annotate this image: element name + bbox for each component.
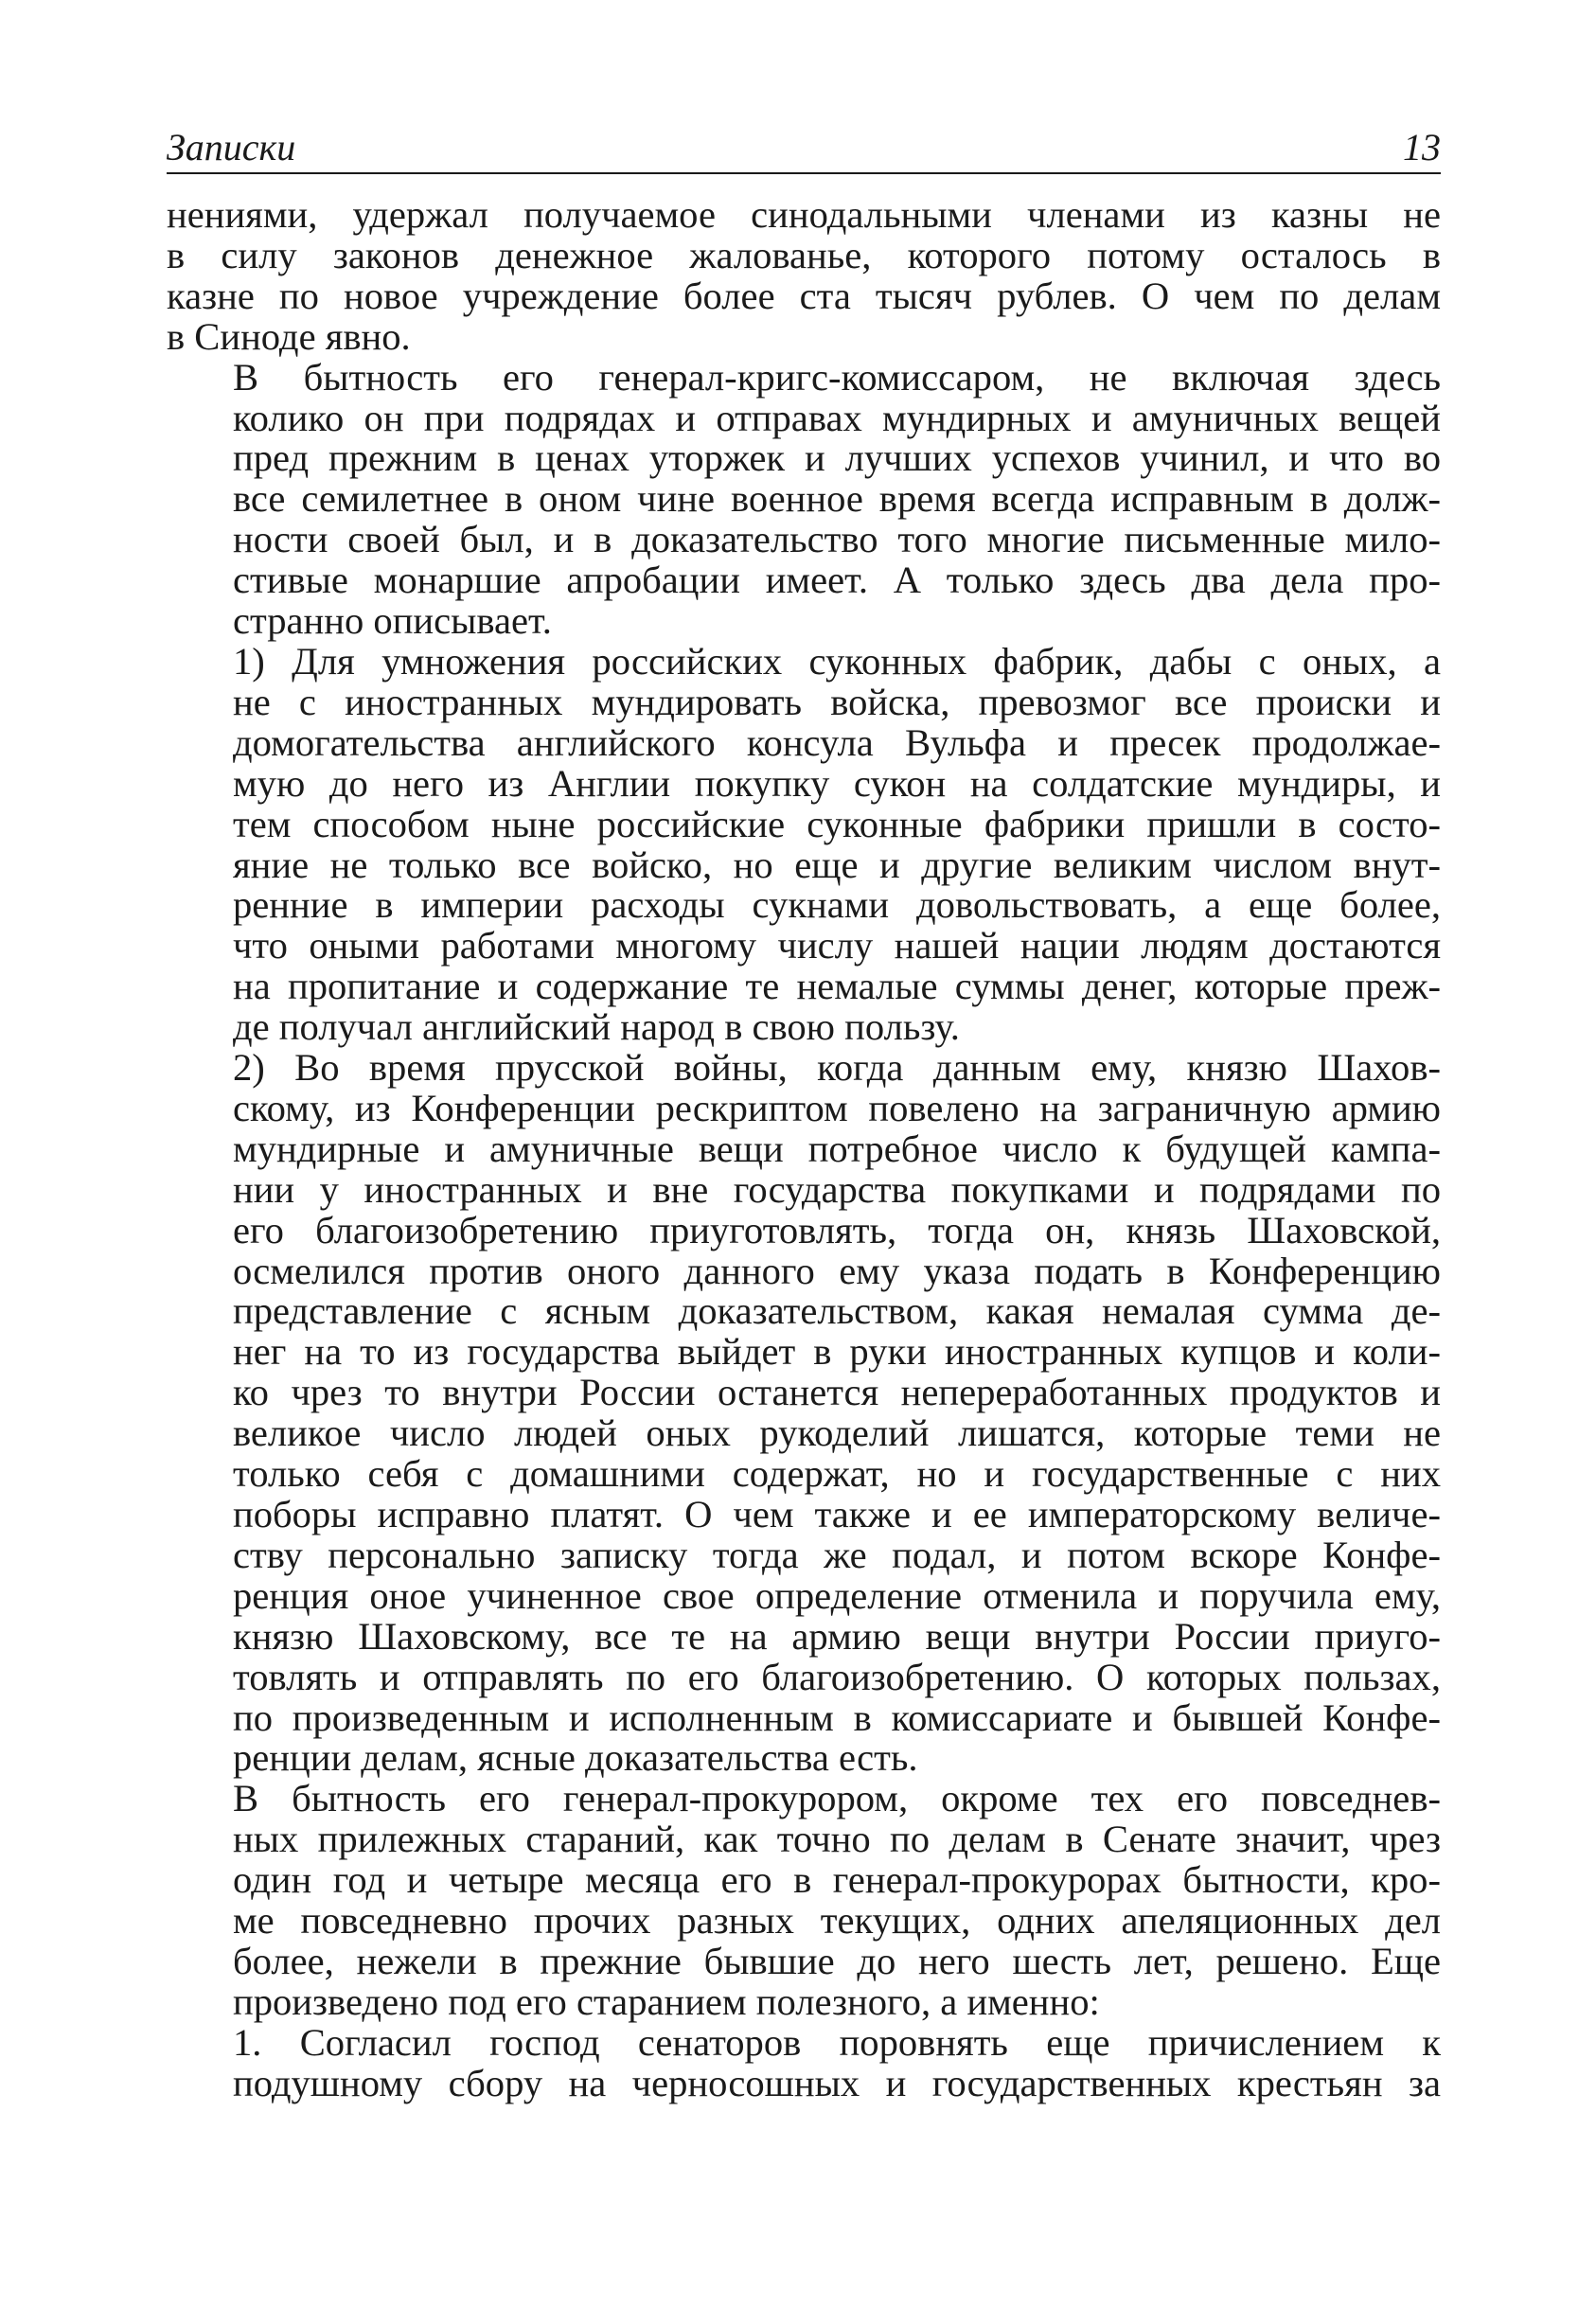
text-line: колико он при подрядах и отправах мундирных и амуничных вещей: [233, 396, 1441, 439]
running-head: [167, 121, 1441, 174]
text-line: по произведенным и исполненным в комиссариате и бывшей Конфе-: [233, 1695, 1441, 1739]
text-line: мундирные и амуничные вещи потребное число к будущей кампа-: [233, 1127, 1441, 1170]
text-line: пред прежним в ценах уторжек и лучших успехов учинил, и что во: [233, 436, 1441, 480]
text-line: странно описывает.: [233, 599, 552, 643]
body-text: [167, 195, 1441, 2104]
text-line: стивые монаршие апробации имеет. А только здесь два дела про-: [233, 559, 1441, 602]
text-line: домогательства английского консула Вульфа и пресек продолжае-: [233, 720, 1441, 764]
paragraph: [167, 195, 1441, 358]
text-line: в силу законов денежное жалованье, которого потому осталось в: [167, 233, 1441, 276]
text-line: что оными работами многому числу нашей нации людям достаются: [233, 924, 1441, 967]
running-head-title: Записки: [167, 126, 296, 169]
text-line: только себя с домашними содержат, но и государственные с них: [233, 1452, 1441, 1496]
paragraph: [167, 1779, 1441, 2022]
text-line: ству персонально записку тогда же подал, и потом вскоре Конфе-: [233, 1533, 1441, 1576]
paragraph: [167, 2020, 1441, 2104]
text-line: 1. Согласил господ сенаторов поровнять еще причислением к: [233, 2020, 1441, 2064]
text-line: нениями, удержал получаемое синодальными членами из казны не: [167, 193, 1441, 236]
text-line: все семилетнее в оном чине военное время всегда исправным в долж-: [233, 477, 1441, 521]
text-line: де получал английский народ в свою пользу.: [233, 1005, 960, 1049]
text-line: один год и четыре месяца его в генерал-прокурорах бытности, кро-: [233, 1858, 1441, 1902]
text-line: 1) Для умножения российских суконных фабрик, дабы с оных, а: [233, 639, 1441, 683]
text-line: скому, из Конференции рескриптом повелено на заграничную армию: [233, 1086, 1441, 1129]
text-line: его благоизобретению приуготовлять, тогда он, князь Шаховской,: [233, 1208, 1441, 1251]
text-line: более, нежели в прежние бывшие до него шесть лет, решено. Еще: [233, 1939, 1441, 1982]
text-line: В бытность его генерал-кригс-комиссаром, не включая здесь: [233, 355, 1441, 399]
text-line: великое число людей оных рукоделий лишатся, которые теми не: [233, 1411, 1441, 1455]
text-line: яние не только все войско, но еще и другие великим числом внут-: [233, 843, 1441, 886]
text-line: осмелился против оного данного ему указа подать в Конференцию: [233, 1249, 1441, 1292]
text-line: ко чрез то внутри России останется непереработанных продуктов и: [233, 1371, 1441, 1414]
text-line: казне по новое учреждение более ста тысяч рублев. О чем по делам: [167, 274, 1441, 317]
paragraph: [167, 1048, 1441, 1779]
text-line: ренция оное учиненное свое определение отменила и поручила ему,: [233, 1573, 1441, 1617]
book-page: [167, 121, 1441, 2104]
text-line: мую до него из Англии покупку сукон на солдатские мундиры, и: [233, 761, 1441, 805]
text-line: представление с ясным доказательством, какая немалая сумма де-: [233, 1289, 1441, 1333]
text-line: 2) Во время прусской войны, когда данным ему, князю Шахов-: [233, 1046, 1441, 1090]
text-line: товлять и отправлять по его благоизобретению. О которых пользах,: [233, 1655, 1441, 1698]
text-line: в Синоде явно.: [167, 314, 411, 358]
text-line: на пропитание и содержание те немалые суммы денег, которые преж-: [233, 965, 1441, 1008]
text-line: произведено под его старанием полезного, а именно:: [233, 1979, 1100, 2023]
text-line: князю Шаховскому, все те на армию вещи внутри России приуго-: [233, 1614, 1441, 1658]
text-line: не с иностранных мундировать войска, превозмог все происки и: [233, 680, 1441, 723]
text-line: ренние в империи расходы сукнами довольствовать, а еще более,: [233, 883, 1441, 927]
text-line: ности своей был, и в доказательство того многие письменные мило-: [233, 518, 1441, 561]
text-line: ме повседневно прочих разных текущих, одних апеляционных дел: [233, 1899, 1441, 1943]
text-line: ренции делам, ясные доказательства есть.: [233, 1736, 918, 1780]
text-line: подушному сбору на черносошных и государственных крестьян за: [233, 2061, 1441, 2104]
text-line: нии у иностранных и вне государства покупками и подрядами по: [233, 1167, 1441, 1211]
text-line: В бытность его генерал-прокурором, окроме тех его повседнев-: [233, 1777, 1441, 1820]
text-line: тем способом ныне российские суконные фабрики пришли в состо-: [233, 802, 1441, 845]
paragraph: [167, 355, 1441, 643]
text-line: ных прилежных стараний, как точно по делам в Сенате значит, чрез: [233, 1818, 1441, 1861]
text-line: поборы исправно платят. О чем также и ее императорскому величе-: [233, 1493, 1441, 1535]
page-number: 13: [1403, 126, 1441, 169]
text-line: нег на то из государства выйдет в руки иностранных купцов и коли-: [233, 1330, 1441, 1374]
paragraph: [167, 639, 1441, 1049]
